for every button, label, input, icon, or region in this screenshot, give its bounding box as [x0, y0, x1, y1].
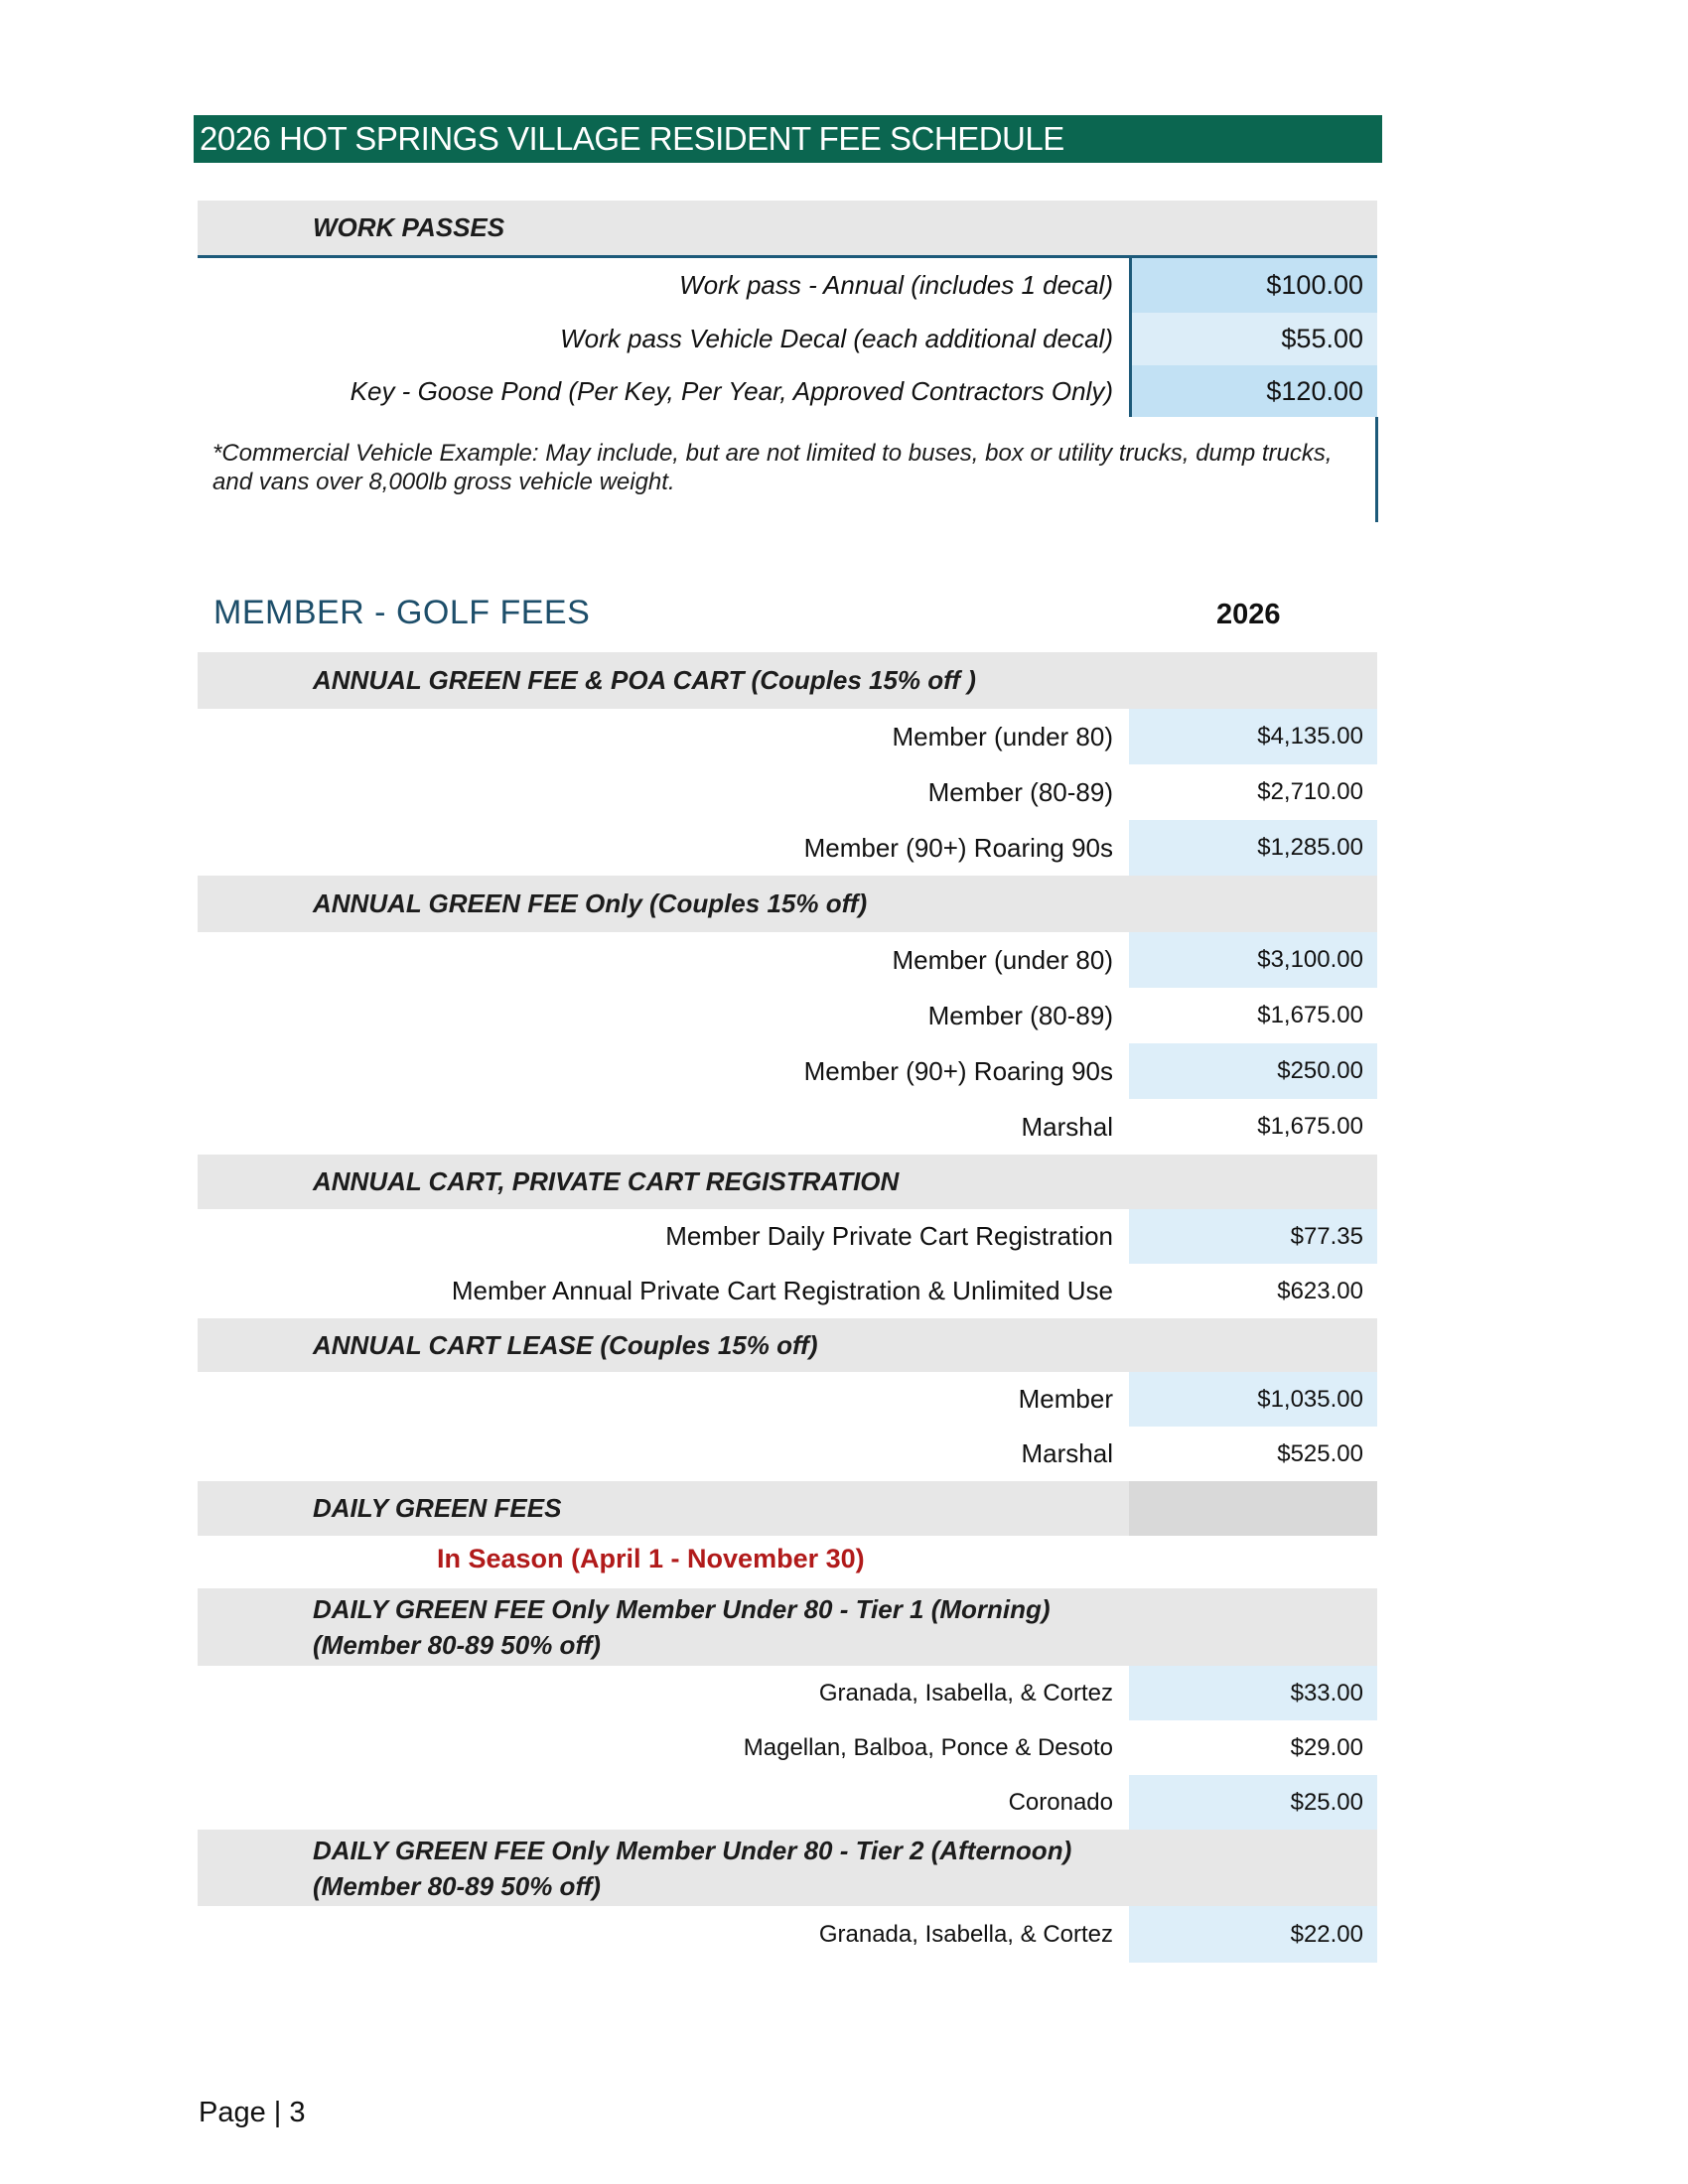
tier-header-line2: (Member 80-89 50% off) [313, 1870, 601, 1901]
row-value: $25.00 [1129, 1775, 1377, 1830]
table-row [198, 313, 1377, 365]
row-label: Member (90+) Roaring 90s [803, 1055, 1113, 1086]
row-label: Granada, Isabella, & Cortez [818, 1679, 1113, 1706]
row-label: Marshal [1021, 1438, 1113, 1468]
section-header-daily-green-fees [198, 1481, 1377, 1536]
row-value: $2,710.00 [1257, 778, 1363, 805]
row-value: $120.00 [1129, 365, 1377, 417]
row-label: Member (80-89) [927, 1000, 1113, 1030]
row-label: Marshal [1021, 1111, 1113, 1142]
section-title-golf-fees: MEMBER - GOLF FEES [213, 594, 591, 631]
row-value: $1,285.00 [1129, 820, 1377, 876]
row-label: Member Daily Private Cart Registration [665, 1221, 1113, 1251]
table-row [198, 1264, 1377, 1318]
row-value: $623.00 [1277, 1277, 1363, 1304]
row-label: Work pass - Annual (includes 1 decal) [679, 269, 1113, 300]
row-value: $1,675.00 [1257, 1113, 1363, 1140]
table-row [198, 1775, 1377, 1830]
table-row [198, 257, 1377, 313]
section-header-label: DAILY GREEN FEES [313, 1493, 562, 1523]
table-row [198, 1427, 1377, 1481]
table-row [198, 988, 1377, 1043]
section-header-work-passes: WORK PASSES [198, 201, 1377, 255]
tier-header-line2: (Member 80-89 50% off) [313, 1630, 601, 1660]
row-value: $77.35 [1129, 1209, 1377, 1264]
row-value: $4,135.00 [1129, 709, 1377, 764]
year-column-header: 2026 [1216, 599, 1281, 630]
section-header: ANNUAL GREEN FEE & POA CART (Couples 15% off ) [198, 652, 1377, 709]
row-label: Member (under 80) [892, 721, 1113, 751]
row-label: Member (under 80) [892, 944, 1113, 975]
commercial-vehicle-note: *Commercial Vehicle Example: May include, but are not limited to buses, box or utility trucks, dump trucks, and vans over 8,000lb gross vehicle weight. [212, 440, 1333, 495]
row-label: Member Annual Private Cart Registration & Unlimited Use [451, 1276, 1113, 1305]
row-label: Granada, Isabella, & Cortez [818, 1920, 1113, 1948]
row-label: Member [1018, 1384, 1113, 1414]
row-value: $3,100.00 [1129, 932, 1377, 988]
page-number: Page | 3 [199, 2097, 306, 2128]
divider [1375, 417, 1378, 522]
section-header: ANNUAL GREEN FEE Only (Couples 15% off) [198, 876, 1377, 932]
divider [198, 255, 1377, 258]
tier-header [198, 1830, 1377, 1906]
row-value: $22.00 [1129, 1906, 1377, 1963]
row-label: Coronado [1008, 1788, 1113, 1816]
row-value: $55.00 [1129, 313, 1377, 365]
table-row [198, 1720, 1377, 1775]
season-label: In Season (April 1 - November 30) [437, 1544, 865, 1573]
tier-header-line1: DAILY GREEN FEE Only Member Under 80 - Tier 2 (Afternoon) [313, 1835, 1072, 1865]
table-row [198, 1666, 1377, 1720]
tier-header-line1: DAILY GREEN FEE Only Member Under 80 - Tier 1 (Morning) [313, 1594, 1051, 1624]
empty-value-cell [1129, 1481, 1377, 1536]
table-row [198, 1099, 1377, 1155]
row-value: $29.00 [1290, 1733, 1363, 1761]
row-label: Member (80-89) [927, 776, 1113, 807]
table-row [198, 1209, 1377, 1264]
table-row [198, 365, 1377, 417]
tier-header [198, 1588, 1377, 1666]
row-label: Work pass Vehicle Decal (each additional decal) [560, 324, 1113, 353]
document-title: 2026 HOT SPRINGS VILLAGE RESIDENT FEE SCHEDULE [194, 115, 1382, 163]
row-value: $1,035.00 [1129, 1372, 1377, 1427]
row-value: $100.00 [1129, 257, 1377, 313]
golf-fees-table [198, 652, 1377, 1973]
table-row [198, 764, 1377, 820]
section-header: ANNUAL CART LEASE (Couples 15% off) [198, 1318, 1377, 1372]
table-row [198, 1043, 1377, 1099]
table-row [198, 1906, 1377, 1963]
row-value: $250.00 [1129, 1043, 1377, 1099]
row-value: $525.00 [1277, 1439, 1363, 1467]
row-label: Key - Goose Pond (Per Key, Per Year, Approved Contractors Only) [350, 375, 1113, 406]
row-value: $1,675.00 [1257, 1002, 1363, 1028]
row-value: $33.00 [1129, 1666, 1377, 1720]
row-label: Member (90+) Roaring 90s [803, 832, 1113, 863]
table-row [198, 1372, 1377, 1427]
table-row [198, 932, 1377, 988]
table-row [198, 709, 1377, 764]
row-label: Magellan, Balboa, Ponce & Desoto [743, 1733, 1113, 1761]
section-header: ANNUAL CART, PRIVATE CART REGISTRATION [198, 1155, 1377, 1209]
table-row [198, 820, 1377, 876]
